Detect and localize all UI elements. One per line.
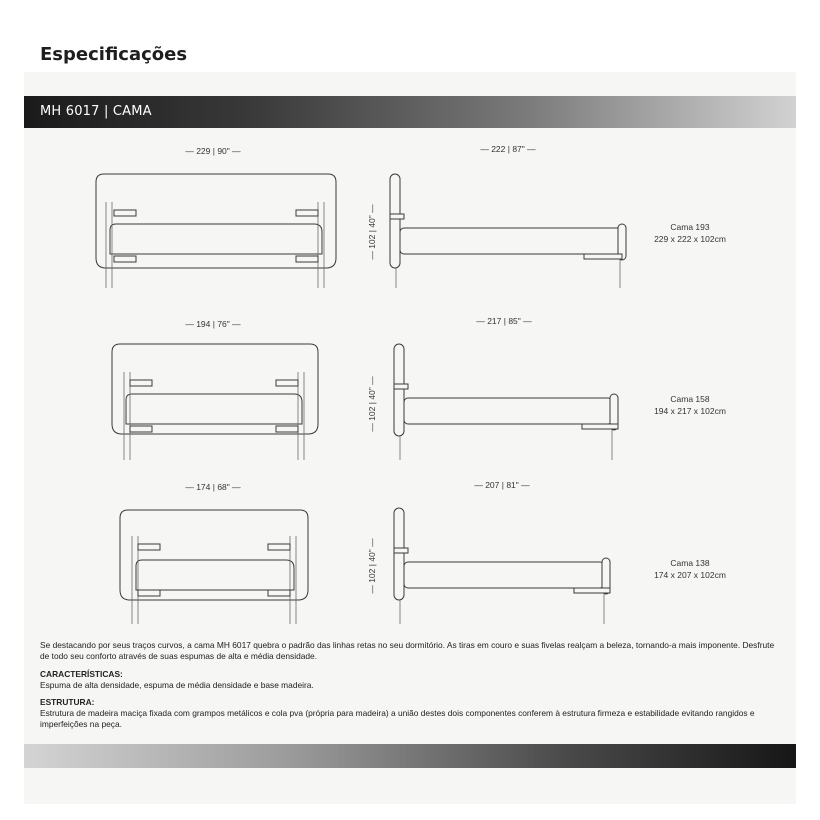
bed-138-dims: 174 x 207 x 102cm <box>654 570 726 580</box>
bed-158-side-view <box>367 316 618 460</box>
structure-block <box>40 697 785 730</box>
page-title: Especificações <box>40 44 188 65</box>
technical-drawings <box>24 72 796 632</box>
bed-193-dims: 229 x 222 x 102cm <box>654 234 726 244</box>
bed-193-width-label: — 229 | 90" — <box>185 146 241 156</box>
bed-138-height-label: — 102 | 40" — <box>367 538 377 594</box>
bed-138-name: Cama 138 <box>670 558 710 568</box>
bed-158-length-label: — 217 | 85" — <box>476 316 532 326</box>
bed-193-length-label: — 222 | 87" — <box>480 144 536 154</box>
bed-138-width-label: — 174 | 68" — <box>185 482 241 492</box>
structure-heading: ESTRUTURA: <box>40 697 95 707</box>
bed-138-side-view <box>367 480 610 624</box>
features-block <box>40 669 785 691</box>
product-title: MH 6017 | CAMA <box>40 104 152 119</box>
bed-193-name: Cama 193 <box>670 222 710 232</box>
spec-sheet <box>24 72 796 804</box>
bed-158-height-label: — 102 | 40" — <box>367 376 377 432</box>
description-intro: Se destacando por seus traços curvos, a cama MH 6017 quebra o padrão das linhas retas no seu dormitório. As tiras em couro e suas fivelas realçam a beleza, tornando-a mais imponente. Desfrute de todo seu conforto através de suas espumas de alta e média densidade. <box>40 640 775 661</box>
bed-158-dims: 194 x 217 x 102cm <box>654 406 726 416</box>
bed-138-length-label: — 207 | 81" — <box>474 480 530 490</box>
bed-138-front-view <box>120 482 308 624</box>
footer-band <box>24 744 796 768</box>
structure-text: Estrutura de madeira maciça fixada com grampos metálicos e cola pva (própria para madeira) a união destes dois componentes conferem à estrutura firmeza e estabilidade evitando rangidos e imperfeições na peça. <box>40 708 755 729</box>
bed-193-side-view <box>367 144 626 288</box>
bed-193-front-view <box>96 146 336 288</box>
bed-158-name: Cama 158 <box>670 394 710 404</box>
features-heading: CARACTERÍSTICAS: <box>40 669 123 679</box>
bed-193-height-label: — 102 | 40" — <box>367 204 377 260</box>
bed-158-front-view <box>112 319 318 460</box>
bed-158-width-label: — 194 | 76" — <box>185 319 241 329</box>
features-text: Espuma de alta densidade, espuma de média densidade e base madeira. <box>40 680 314 690</box>
